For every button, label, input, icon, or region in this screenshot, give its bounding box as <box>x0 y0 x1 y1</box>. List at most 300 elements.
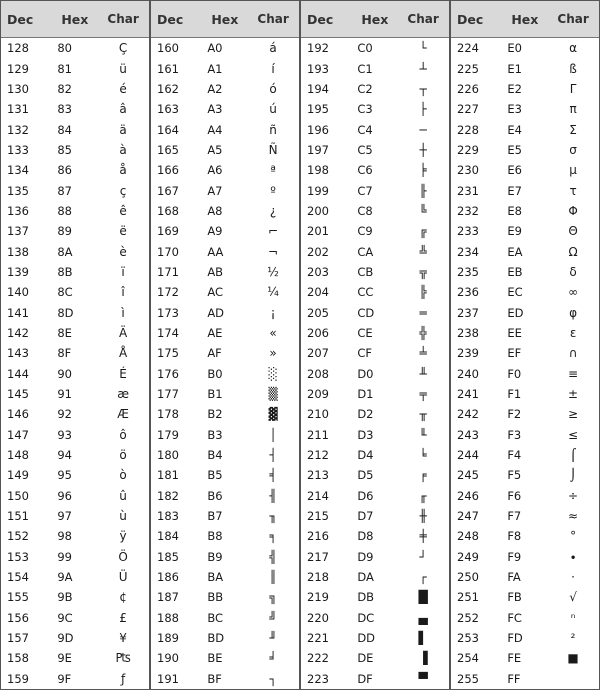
table-row <box>451 587 599 607</box>
table-row <box>451 38 599 58</box>
hex-cell: E0 <box>507 41 522 56</box>
char-cell: ∞ <box>568 285 579 300</box>
hex-cell: DD <box>357 631 376 646</box>
dec-cell: 162 <box>157 81 179 96</box>
table-row <box>301 608 449 628</box>
table-row <box>151 282 299 302</box>
table-row <box>301 241 449 261</box>
char-cell: ╔ <box>419 224 427 239</box>
dec-header: Dec <box>157 11 184 27</box>
table-row <box>451 425 599 445</box>
dec-cell: 169 <box>157 224 179 239</box>
dec-cell: 199 <box>307 183 329 198</box>
table-block-2 <box>149 1 299 689</box>
char-cell: └ <box>419 41 427 56</box>
hex-cell: 91 <box>57 387 72 402</box>
hex-cell: 9D <box>57 631 74 646</box>
table-row <box>151 302 299 322</box>
dec-cell: 197 <box>307 142 329 157</box>
dec-cell: 251 <box>457 590 479 605</box>
char-cell: Φ <box>568 203 578 218</box>
hex-cell: 8D <box>57 305 74 320</box>
table-row <box>1 180 149 200</box>
hex-cell: 86 <box>57 163 72 178</box>
table-row <box>1 58 149 78</box>
char-cell: µ <box>569 163 577 178</box>
dec-cell: 230 <box>457 163 479 178</box>
hex-cell: CC <box>357 285 374 300</box>
dec-cell: 194 <box>307 81 329 96</box>
char-cell: ╘ <box>419 448 427 463</box>
hex-cell: 93 <box>57 427 72 442</box>
table-row <box>451 648 599 668</box>
table-row <box>301 547 449 567</box>
hex-cell: 9B <box>57 590 73 605</box>
hex-cell: BC <box>207 610 224 625</box>
dec-cell: 227 <box>457 102 479 117</box>
hex-cell: 80 <box>57 41 72 56</box>
hex-cell: A5 <box>207 142 223 157</box>
dec-cell: 186 <box>157 570 179 585</box>
hex-cell: F1 <box>507 387 522 402</box>
table-row <box>1 445 149 465</box>
dec-cell: 255 <box>457 671 479 686</box>
table-row <box>151 425 299 445</box>
char-cell: ╓ <box>419 488 427 503</box>
dec-cell: 183 <box>157 509 179 524</box>
table-row <box>1 526 149 546</box>
char-cell: Ö <box>118 549 128 564</box>
dec-cell: 153 <box>7 549 29 564</box>
hex-cell: F3 <box>507 427 522 442</box>
dec-cell: 192 <box>307 41 329 56</box>
table-row <box>151 404 299 424</box>
hex-cell: 98 <box>57 529 72 544</box>
table-row <box>1 486 149 506</box>
hex-cell: C1 <box>357 61 373 76</box>
char-cell: ╗ <box>269 590 277 605</box>
hex-cell: 82 <box>57 81 72 96</box>
char-cell: ┌ <box>419 570 427 585</box>
table-row <box>451 404 599 424</box>
dec-cell: 224 <box>457 41 479 56</box>
hex-cell: E6 <box>507 163 522 178</box>
table-row <box>151 526 299 546</box>
char-cell: ₧ <box>115 651 131 666</box>
char-cell: ╦ <box>419 264 427 279</box>
dec-cell: 236 <box>457 285 479 300</box>
dec-cell: 207 <box>307 346 329 361</box>
table-row <box>151 486 299 506</box>
dec-cell: 181 <box>157 468 179 483</box>
hex-cell: 84 <box>57 122 72 137</box>
char-cell: Θ <box>568 224 578 239</box>
char-cell: ╬ <box>419 325 427 340</box>
dec-cell: 209 <box>307 387 329 402</box>
dec-cell: 202 <box>307 244 329 259</box>
char-cell: í <box>271 61 275 76</box>
char-cell: ≡ <box>568 366 579 381</box>
table-row <box>301 486 449 506</box>
table-row <box>451 465 599 485</box>
hex-cell: F6 <box>507 488 522 503</box>
dec-cell: 217 <box>307 549 329 564</box>
char-cell: ┤ <box>269 448 277 463</box>
dec-cell: 131 <box>7 102 29 117</box>
table-row <box>151 99 299 119</box>
hex-cell: CA <box>357 244 374 259</box>
char-cell: ¡ <box>270 305 276 320</box>
char-cell: ╩ <box>419 244 427 259</box>
table-row <box>151 628 299 648</box>
table-row <box>1 364 149 384</box>
char-cell: · <box>571 570 575 585</box>
char-cell: « <box>269 325 277 340</box>
char-cell: Ω <box>568 244 578 259</box>
hex-cell: EA <box>507 244 523 259</box>
dec-cell: 151 <box>7 509 29 524</box>
char-cell: σ <box>569 142 577 157</box>
char-cell: ═ <box>419 305 427 320</box>
hex-cell: 9A <box>57 570 73 585</box>
hex-cell: 81 <box>57 61 72 76</box>
table-rows <box>451 38 599 689</box>
dec-cell: 216 <box>307 529 329 544</box>
hex-cell: 8A <box>57 244 73 259</box>
dec-header: Dec <box>307 11 334 27</box>
dec-cell: 221 <box>307 631 329 646</box>
hex-cell: EC <box>507 285 523 300</box>
table-row <box>301 465 449 485</box>
char-cell: ó <box>269 81 277 96</box>
dec-cell: 180 <box>157 448 179 463</box>
table-row <box>301 587 449 607</box>
dec-cell: 234 <box>457 244 479 259</box>
table-row <box>301 648 449 668</box>
table-row <box>151 262 299 282</box>
table-row <box>301 221 449 241</box>
table-row <box>1 465 149 485</box>
hex-cell: E1 <box>507 61 522 76</box>
char-cell: ¢ <box>119 590 127 605</box>
dec-cell: 147 <box>7 427 29 442</box>
char-cell: ▌ <box>418 631 428 646</box>
hex-cell: 83 <box>57 102 72 117</box>
hex-cell: DC <box>357 610 375 625</box>
char-cell: Å <box>118 346 128 361</box>
char-cell: ⌡ <box>569 468 577 483</box>
hex-cell: D6 <box>357 488 374 503</box>
char-cell: │ <box>269 427 277 442</box>
table-row <box>1 140 149 160</box>
hex-cell: F9 <box>507 549 522 564</box>
char-cell: ╙ <box>419 427 427 442</box>
hex-cell: A1 <box>207 61 223 76</box>
hex-cell: B8 <box>207 529 223 544</box>
dec-cell: 195 <box>307 102 329 117</box>
char-cell: ì <box>121 305 125 320</box>
table-row <box>301 262 449 282</box>
dec-cell: 244 <box>457 448 479 463</box>
hex-cell: A0 <box>207 41 223 56</box>
table-row <box>1 262 149 282</box>
char-cell: ò <box>119 468 127 483</box>
dec-cell: 235 <box>457 264 479 279</box>
dec-header: Dec <box>7 11 34 27</box>
hex-cell: C9 <box>357 224 373 239</box>
char-cell: ╠ <box>419 285 427 300</box>
table-row <box>1 384 149 404</box>
dec-cell: 237 <box>457 305 479 320</box>
char-cell: ù <box>119 509 127 524</box>
dec-cell: 161 <box>157 61 179 76</box>
table-row <box>151 608 299 628</box>
dec-cell: 156 <box>7 610 29 625</box>
table-row <box>451 262 599 282</box>
dec-cell: 152 <box>7 529 29 544</box>
table-row <box>451 221 599 241</box>
hex-cell: C0 <box>357 41 373 56</box>
hex-cell: F4 <box>507 448 522 463</box>
char-cell: ╟ <box>419 183 427 198</box>
table-row <box>151 180 299 200</box>
char-cell: » <box>269 346 277 361</box>
dec-cell: 184 <box>157 529 179 544</box>
char-cell: ê <box>119 203 127 218</box>
char-cell: à <box>119 142 127 157</box>
hex-cell: DA <box>357 570 374 585</box>
char-cell: ▀ <box>418 671 428 686</box>
char-cell: ≈ <box>568 509 579 524</box>
char-cell: ƒ <box>120 671 126 686</box>
dec-cell: 253 <box>457 631 479 646</box>
hex-cell: B7 <box>207 509 223 524</box>
dec-cell: 245 <box>457 468 479 483</box>
table-row <box>151 119 299 139</box>
char-cell: ╜ <box>269 631 277 646</box>
dec-cell: 165 <box>157 142 179 157</box>
table-row <box>1 343 149 363</box>
char-cell: ╥ <box>419 407 427 422</box>
table-row <box>451 302 599 322</box>
table-row <box>451 282 599 302</box>
hex-cell: B5 <box>207 468 223 483</box>
table-row <box>151 567 299 587</box>
table-row <box>451 160 599 180</box>
hex-cell: C8 <box>357 203 373 218</box>
dec-cell: 219 <box>307 590 329 605</box>
table-row <box>451 343 599 363</box>
char-cell: ┬ <box>419 81 427 96</box>
hex-cell: F5 <box>507 468 522 483</box>
table-row <box>151 38 299 58</box>
char-cell: ╞ <box>419 163 427 178</box>
table-row <box>301 302 449 322</box>
hex-cell: AE <box>207 325 223 340</box>
char-cell: ├ <box>419 102 427 117</box>
hex-cell: 87 <box>57 183 72 198</box>
dec-cell: 132 <box>7 122 29 137</box>
char-cell: ╕ <box>269 529 277 544</box>
table-row <box>151 140 299 160</box>
dec-cell: 250 <box>457 570 479 585</box>
char-cell: ½ <box>267 264 279 279</box>
hex-cell: CF <box>357 346 372 361</box>
hex-cell: C6 <box>357 163 373 178</box>
hex-cell: BB <box>207 590 224 605</box>
char-cell: ¬ <box>268 244 279 259</box>
dec-cell: 177 <box>157 387 179 402</box>
dec-cell: 157 <box>7 631 29 646</box>
char-cell: ε <box>569 325 577 340</box>
hex-cell: C3 <box>357 102 373 117</box>
dec-cell: 191 <box>157 671 179 686</box>
char-cell: Ç <box>118 41 128 56</box>
table-row <box>301 38 449 58</box>
char-cell: â <box>119 102 127 117</box>
hex-cell: D3 <box>357 427 374 442</box>
char-cell: º <box>270 183 276 198</box>
char-cell: ² <box>570 631 576 646</box>
dec-cell: 204 <box>307 285 329 300</box>
char-cell: α <box>569 41 578 56</box>
dec-cell: 226 <box>457 81 479 96</box>
dec-cell: 232 <box>457 203 479 218</box>
hex-cell: 92 <box>57 407 72 422</box>
table-row <box>451 58 599 78</box>
table-row <box>301 58 449 78</box>
hex-cell: EE <box>507 325 522 340</box>
dec-cell: 129 <box>7 61 29 76</box>
hex-cell: 94 <box>57 448 72 463</box>
dec-cell: 148 <box>7 448 29 463</box>
dec-cell: 171 <box>157 264 179 279</box>
table-row <box>451 567 599 587</box>
hex-cell: D2 <box>357 407 374 422</box>
dec-cell: 155 <box>7 590 29 605</box>
dec-cell: 229 <box>457 142 479 157</box>
dec-cell: 134 <box>7 163 29 178</box>
hex-cell: DB <box>357 590 375 605</box>
table-row <box>451 526 599 546</box>
dec-cell: 185 <box>157 549 179 564</box>
dec-cell: 246 <box>457 488 479 503</box>
dec-cell: 243 <box>457 427 479 442</box>
table-row <box>301 526 449 546</box>
char-cell: £ <box>119 610 127 625</box>
table-row <box>301 669 449 689</box>
hex-cell: D9 <box>357 549 374 564</box>
dec-cell: 133 <box>7 142 29 157</box>
dec-cell: 170 <box>157 244 179 259</box>
hex-cell: FE <box>507 651 522 666</box>
dec-cell: 239 <box>457 346 479 361</box>
char-cell: ╖ <box>269 509 277 524</box>
dec-cell: 176 <box>157 366 179 381</box>
char-cell: τ <box>569 183 577 198</box>
dec-cell: 196 <box>307 122 329 137</box>
dec-cell: 139 <box>7 264 29 279</box>
table-row <box>151 323 299 343</box>
char-cell: ▒ <box>268 387 278 402</box>
header-row <box>151 1 299 38</box>
dec-cell: 142 <box>7 325 29 340</box>
dec-cell: 248 <box>457 529 479 544</box>
header-row <box>1 1 149 38</box>
char-cell: é <box>119 81 127 96</box>
dec-cell: 205 <box>307 305 329 320</box>
char-cell: ┘ <box>419 549 427 564</box>
dec-cell: 130 <box>7 81 29 96</box>
hex-cell: E8 <box>507 203 522 218</box>
hex-cell: DF <box>357 671 373 686</box>
char-cell: √ <box>569 590 577 605</box>
table-row <box>151 343 299 363</box>
char-cell: ║ <box>269 570 277 585</box>
char-cell: ─ <box>419 122 427 137</box>
dec-cell: 163 <box>157 102 179 117</box>
hex-cell: A7 <box>207 183 223 198</box>
dec-cell: 138 <box>7 244 29 259</box>
char-cell: ╝ <box>269 610 277 625</box>
char-cell: ô <box>119 427 127 442</box>
table-row <box>301 323 449 343</box>
char-cell: ⌐ <box>268 224 279 239</box>
dec-cell: 241 <box>457 387 479 402</box>
table-row <box>151 221 299 241</box>
dec-cell: 218 <box>307 570 329 585</box>
hex-cell: C4 <box>357 122 373 137</box>
char-cell: ┼ <box>419 142 427 157</box>
hex-cell: BA <box>207 570 224 585</box>
char-cell: ╡ <box>269 468 277 483</box>
dec-cell: 150 <box>7 488 29 503</box>
table-row <box>1 669 149 689</box>
table-row <box>1 160 149 180</box>
hex-cell: B6 <box>207 488 223 503</box>
table-row <box>451 119 599 139</box>
dec-cell: 247 <box>457 509 479 524</box>
dec-cell: 210 <box>307 407 329 422</box>
hex-cell: C5 <box>357 142 373 157</box>
table-row <box>1 648 149 668</box>
char-cell: Γ <box>569 81 577 96</box>
hex-cell: D0 <box>357 366 374 381</box>
char-cell: π <box>569 102 577 117</box>
hex-cell: BD <box>207 631 225 646</box>
char-cell: ╫ <box>419 509 427 524</box>
hex-cell: F8 <box>507 529 522 544</box>
char-cell: ≥ <box>568 407 579 422</box>
char-cell: ▓ <box>268 407 278 422</box>
table-row <box>451 669 599 689</box>
table-row <box>151 445 299 465</box>
hex-cell: E2 <box>507 81 522 96</box>
dec-cell: 203 <box>307 264 329 279</box>
table-block-4 <box>449 1 599 689</box>
hex-cell: D7 <box>357 509 374 524</box>
char-cell: ≤ <box>568 427 579 442</box>
dec-cell: 188 <box>157 610 179 625</box>
hex-cell: FF <box>507 671 521 686</box>
hex-header: Hex <box>361 11 389 27</box>
table-row <box>1 323 149 343</box>
table-row <box>1 79 149 99</box>
char-cell: ú <box>269 102 277 117</box>
hex-cell: 9E <box>57 651 72 666</box>
hex-cell: BF <box>207 671 222 686</box>
hex-cell: 89 <box>57 224 72 239</box>
